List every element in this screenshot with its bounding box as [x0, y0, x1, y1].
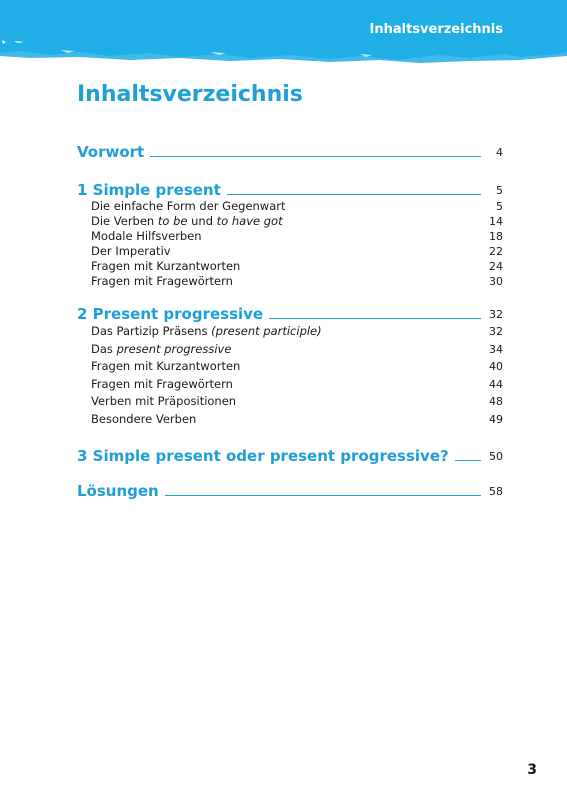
toc-section-row[interactable] [77, 303, 503, 323]
toc-entry[interactable] [77, 376, 503, 394]
entry-title: Der Imperativ [91, 244, 171, 258]
toc-entry[interactable] [77, 259, 503, 274]
leader-line [269, 318, 481, 319]
entry-title: Fragen mit Kurzantworten [91, 359, 241, 373]
leader-line [165, 495, 481, 496]
entry-page: 14 [489, 215, 503, 228]
entry-page: 22 [489, 245, 503, 258]
leader-line [455, 460, 481, 461]
section-title-present-progressive: 2 Present progressive [77, 305, 264, 323]
section-page-simple-vs-progressive: 50 [489, 450, 503, 463]
toc-entry[interactable] [77, 274, 503, 289]
toc-section-vorwort [77, 141, 503, 161]
entry-title: Das present progressive [91, 341, 232, 356]
section-title-loesungen: Lösungen [77, 482, 159, 500]
toc-entry[interactable] [77, 358, 503, 376]
entry-page: 34 [489, 342, 503, 356]
page-number: 3 [527, 762, 537, 778]
entry-page: 40 [489, 360, 503, 373]
section-title-vorwort: Vorwort [77, 143, 145, 161]
toc-entry[interactable] [77, 393, 503, 411]
toc-section-simple-present [77, 179, 503, 289]
entry-page: 32 [489, 325, 503, 338]
section-page-present-progressive: 32 [489, 308, 503, 321]
section-page-vorwort: 4 [496, 146, 503, 159]
toc-section-row[interactable] [77, 480, 503, 500]
header-section-label: Inhaltsverzeichnis [369, 22, 503, 37]
toc-section-present-progressive [77, 303, 503, 428]
entry-title: Die einfache Form der Gegenwart [91, 199, 286, 213]
header-banner [0, 0, 567, 72]
entry-page: 24 [489, 260, 503, 273]
entry-title: Fragen mit Kurzantworten [91, 259, 241, 273]
section-title-simple-vs-progressive: 3 Simple present oder present progressive? [77, 447, 449, 465]
entry-page: 48 [489, 395, 503, 408]
entry-page: 30 [489, 275, 503, 288]
entry-title: Die Verben to be und to have got [91, 214, 283, 228]
entry-page: 18 [489, 230, 503, 243]
entry-title: Fragen mit Fragewörtern [91, 274, 233, 288]
entry-title: Das Partizip Präsens (present participle) [91, 324, 322, 338]
toc-entry[interactable] [77, 214, 503, 229]
toc-section-simple-vs-progressive [77, 445, 503, 465]
toc-section-row[interactable] [77, 141, 503, 161]
toc-section-row[interactable] [77, 445, 503, 465]
toc-entry[interactable] [77, 229, 503, 244]
section-page-loesungen: 58 [489, 485, 503, 498]
section-page-simple-present: 5 [496, 184, 503, 197]
toc-section-loesungen [77, 480, 503, 500]
toc-entry[interactable] [77, 323, 503, 341]
toc-entry[interactable] [77, 341, 503, 359]
section-title-simple-present: 1 Simple present [77, 181, 221, 199]
entry-title: Fragen mit Fragewörtern [91, 376, 233, 391]
toc-entry[interactable] [77, 244, 503, 259]
entry-title: Besondere Verben [91, 411, 197, 426]
entry-title: Verben mit Präpositionen [91, 394, 237, 408]
toc-section-row[interactable] [77, 179, 503, 199]
page-title: Inhaltsverzeichnis [77, 82, 303, 107]
leader-line [227, 194, 481, 195]
table-of-contents [77, 141, 503, 500]
leader-line [150, 156, 481, 157]
toc-entry[interactable] [77, 199, 503, 214]
entry-page: 49 [489, 412, 503, 426]
entry-page: 5 [496, 200, 503, 213]
toc-entry[interactable] [77, 411, 503, 429]
entry-title: Modale Hilfsverben [91, 229, 202, 243]
entry-page: 44 [489, 377, 503, 391]
